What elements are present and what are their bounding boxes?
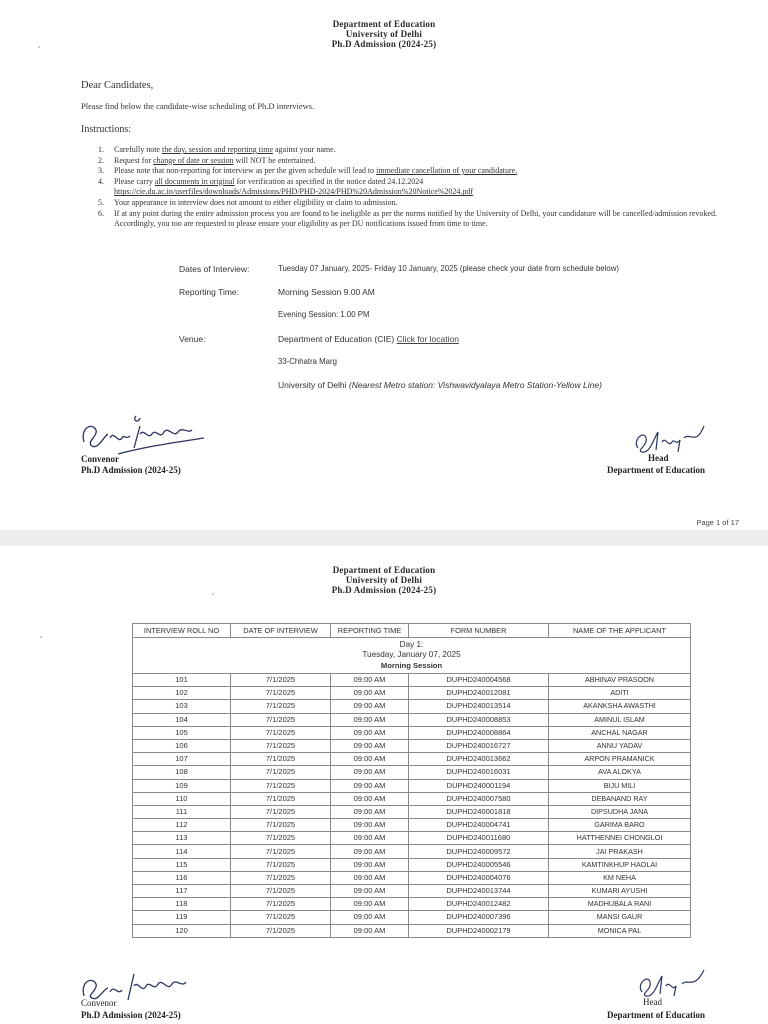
applicant-name-cell: ADITI: [549, 687, 691, 700]
applicant-name-cell: AKANKSHA AWASTHI: [549, 700, 691, 713]
venue-metro-note: (Nearest Metro station: Vishwavidyalaya Metro Station-Yellow Line): [348, 380, 602, 390]
applicant-name-cell: MANSI GAUR: [549, 911, 691, 924]
interview-date-cell: 7/1/2025: [231, 911, 331, 924]
instruction-item: [98, 145, 748, 156]
form-number-cell: DUPHD240001818: [409, 805, 549, 818]
table-row: [133, 674, 691, 687]
form-number-cell: DUPHD240001194: [409, 779, 549, 792]
form-number-cell: DUPHD240008853: [409, 713, 549, 726]
reporting-time-cell: 09:00 AM: [331, 832, 409, 845]
reporting-time-cell: 09:00 AM: [331, 911, 409, 924]
table-row: [133, 766, 691, 779]
notice-link[interactable]: https://cie.du.ac.in/userfiles/downloads/Admissions/PHD/PHD-2024/PHD%20Admission%20Notice%2024.pdf: [114, 187, 474, 197]
instruction-number: 2.: [98, 155, 104, 165]
roll-number-cell: 116: [133, 871, 231, 884]
table-row: [133, 700, 691, 713]
header-university: University of Delhi: [345, 575, 423, 585]
instruction-emphasis: the day, session and reporting time: [161, 145, 273, 154]
instructions-title: Instructions:: [81, 124, 131, 135]
form-number-cell: DUPHD240007396: [409, 911, 549, 924]
applicant-name-cell: AMINUL ISLAM: [549, 713, 691, 726]
interview-date-cell: 7/1/2025: [231, 700, 331, 713]
head-signature: [628, 420, 708, 456]
instruction-text: for verification as specified in the notice dated 24.12.2024: [234, 176, 424, 186]
table-row: [133, 687, 691, 700]
instruction-text: Request for: [114, 155, 154, 165]
table-row: [133, 924, 691, 937]
roll-number-cell: 109: [133, 779, 231, 792]
roll-number-cell: 103: [133, 700, 231, 713]
document-page-2: [0, 546, 768, 1024]
instruction-item: [98, 166, 748, 177]
form-number-cell: DUPHD240016031: [409, 766, 549, 779]
roll-number-cell: 111: [133, 805, 231, 818]
instructions-list: [98, 145, 748, 230]
reporting-label: Reporting Time:: [179, 287, 239, 297]
instruction-text: will NOT be entertained.: [233, 155, 316, 165]
table-row: [133, 792, 691, 805]
applicant-name-cell: ARPON PRAMANICK: [549, 753, 691, 766]
interview-date-cell: 7/1/2025: [231, 871, 331, 884]
reporting-time-cell: 09:00 AM: [331, 924, 409, 937]
roll-number-cell: 113: [133, 832, 231, 845]
head-title: Head: [648, 453, 669, 463]
convenor-org: Ph.D Admission (2024-25): [81, 465, 181, 475]
roll-number-cell: 120: [133, 924, 231, 937]
roll-number-cell: 104: [133, 713, 231, 726]
column-header: NAME OF THE APPLICANT: [549, 624, 691, 638]
interview-date-cell: 7/1/2025: [231, 687, 331, 700]
head-signature: [632, 966, 708, 998]
reporting-time-cell: 09:00 AM: [331, 858, 409, 871]
interview-date-cell: 7/1/2025: [231, 766, 331, 779]
scan-speck: [40, 636, 42, 638]
interview-date-cell: 7/1/2025: [231, 726, 331, 739]
reporting-time-cell: 09:00 AM: [331, 700, 409, 713]
scan-speck: [38, 46, 40, 48]
table-row: [133, 871, 691, 884]
salutation: Dear Candidates,: [81, 80, 154, 91]
instruction-text: If at any point during the entire admission process you are found to be ineligible as per the norms notified by the University of Delhi, your candidature will be cancelled/admission revoked. Accordingly, you too are requested to please ensure your eligibility as per DU notifications issued from time to time.: [114, 208, 717, 229]
roll-number-cell: 107: [133, 753, 231, 766]
instruction-item: [98, 209, 748, 230]
roll-number-cell: 115: [133, 858, 231, 871]
form-number-cell: DUPHD240008864: [409, 726, 549, 739]
header-admission: Ph.D Admission (2024-25): [331, 39, 437, 49]
instruction-text: against your name.: [273, 145, 336, 154]
roll-number-cell: 117: [133, 885, 231, 898]
roll-number-cell: 114: [133, 845, 231, 858]
instruction-emphasis: immediate cancellation of your candidature.: [376, 166, 518, 176]
instruction-item: [98, 177, 748, 188]
header-department: Department of Education: [332, 565, 436, 575]
evening-session: Evening Session: 1.00 PM: [278, 310, 370, 319]
reporting-time-cell: 09:00 AM: [331, 713, 409, 726]
form-number-cell: DUPHD240012482: [409, 898, 549, 911]
instruction-number: 6.: [98, 208, 104, 218]
column-header: FORM NUMBER: [409, 624, 549, 638]
form-number-cell: DUPHD240013662: [409, 753, 549, 766]
table-row: [133, 832, 691, 845]
applicant-name-cell: AVA ALOKYA: [549, 766, 691, 779]
venue-line-2: 33-Chhatra Marg: [278, 357, 337, 366]
interview-date-cell: 7/1/2025: [231, 805, 331, 818]
instruction-emphasis: all documents in original: [154, 176, 235, 186]
applicant-name-cell: JAI PRAKASH: [549, 845, 691, 858]
reporting-time-cell: 09:00 AM: [331, 792, 409, 805]
applicant-name-cell: KAMTINKHUP HAOLAI: [549, 858, 691, 871]
reporting-time-cell: 09:00 AM: [331, 871, 409, 884]
applicant-name-cell: MONICA PAL: [549, 924, 691, 937]
table-row: [133, 739, 691, 752]
interview-date-cell: 7/1/2025: [231, 885, 331, 898]
morning-session: Morning Session 9.00 AM: [278, 287, 375, 297]
applicant-name-cell: DIPSUDHA JANA: [549, 805, 691, 818]
convenor-title: Convenor: [81, 998, 117, 1008]
interview-date-cell: 7/1/2025: [231, 898, 331, 911]
instruction-emphasis: change of date or session: [153, 155, 234, 165]
reporting-time-cell: 09:00 AM: [331, 805, 409, 818]
dates-label: Dates of Interview:: [179, 264, 250, 274]
table-row: [133, 911, 691, 924]
form-number-cell: DUPHD240009572: [409, 845, 549, 858]
table-row: [133, 726, 691, 739]
dates-value: Tuesday 07 January, 2025- Friday 10 January, 2025 (please check your date from schedule below): [278, 264, 619, 273]
interview-date-cell: 7/1/2025: [231, 674, 331, 687]
form-number-cell: DUPHD240012081: [409, 687, 549, 700]
table-row: [133, 819, 691, 832]
roll-number-cell: 110: [133, 792, 231, 805]
table-row: [133, 779, 691, 792]
day-label: Day 1:: [399, 639, 424, 649]
reporting-time-cell: 09:00 AM: [331, 766, 409, 779]
instruction-text: Please note that non-reporting for interview as per the given schedule will lead to: [114, 166, 377, 176]
interview-date-cell: 7/1/2025: [231, 779, 331, 792]
form-number-cell: DUPHD240011680: [409, 832, 549, 845]
reporting-time-cell: 09:00 AM: [331, 726, 409, 739]
form-number-cell: DUPHD240013744: [409, 885, 549, 898]
applicant-name-cell: KM NEHA: [549, 871, 691, 884]
reporting-time-cell: 09:00 AM: [331, 739, 409, 752]
table-row: [133, 898, 691, 911]
reporting-time-cell: 09:00 AM: [331, 898, 409, 911]
roll-number-cell: 119: [133, 911, 231, 924]
venue-university: University of Delhi: [278, 380, 349, 390]
schedule-table: [132, 623, 690, 938]
roll-number-cell: 108: [133, 766, 231, 779]
venue-name: Department of Education (CIE): [278, 334, 397, 344]
applicant-name-cell: DEBANAND RAY: [549, 792, 691, 805]
table-row: [133, 885, 691, 898]
reporting-time-cell: 09:00 AM: [331, 845, 409, 858]
page-number: Page 1 of 17: [696, 518, 739, 527]
reporting-time-cell: 09:00 AM: [331, 885, 409, 898]
instruction-item: [98, 156, 748, 167]
day-date: Tuesday, January 07, 2025: [362, 650, 461, 660]
form-number-cell: DUPHD240004076: [409, 871, 549, 884]
interview-date-cell: 7/1/2025: [231, 753, 331, 766]
interview-date-cell: 7/1/2025: [231, 845, 331, 858]
instruction-text: Please carry: [114, 176, 155, 186]
form-number-cell: DUPHD240002179: [409, 924, 549, 937]
applicant-name-cell: ANNU YADAV: [549, 739, 691, 752]
column-header: DATE OF INTERVIEW: [231, 624, 331, 638]
roll-number-cell: 106: [133, 739, 231, 752]
interview-date-cell: 7/1/2025: [231, 924, 331, 937]
interview-date-cell: 7/1/2025: [231, 739, 331, 752]
interview-date-cell: 7/1/2025: [231, 832, 331, 845]
header-department: Department of Education: [332, 19, 436, 29]
reporting-time-cell: 09:00 AM: [331, 753, 409, 766]
applicant-name-cell: KUMARI AYUSHI: [549, 885, 691, 898]
location-link[interactable]: Click for location: [396, 334, 459, 344]
applicant-name-cell: ANCHAL NAGAR: [549, 726, 691, 739]
table-row: [133, 713, 691, 726]
instruction-number: 3.: [98, 166, 104, 176]
interview-date-cell: 7/1/2025: [231, 858, 331, 871]
instruction-number: 1.: [98, 145, 104, 154]
instruction-number: 4.: [98, 176, 104, 186]
roll-number-cell: 112: [133, 819, 231, 832]
form-number-cell: DUPHD240005546: [409, 858, 549, 871]
form-number-cell: DUPHD240004568: [409, 674, 549, 687]
instruction-item: [98, 187, 748, 198]
column-header: REPORTING TIME: [331, 624, 409, 638]
table-header-row: [133, 624, 691, 638]
reporting-time-cell: 09:00 AM: [331, 674, 409, 687]
convenor-org: Ph.D Admission (2024-25): [81, 1010, 181, 1020]
interview-date-cell: 7/1/2025: [231, 819, 331, 832]
roll-number-cell: 101: [133, 674, 231, 687]
roll-number-cell: 105: [133, 726, 231, 739]
roll-number-cell: 102: [133, 687, 231, 700]
form-number-cell: DUPHD240016727: [409, 739, 549, 752]
intro-text: Please find below the candidate-wise scheduling of Ph.D interviews.: [81, 101, 315, 111]
applicant-name-cell: MADHUBALA RANI: [549, 898, 691, 911]
page-header: [0, 19, 768, 49]
instruction-text: Carefully note: [114, 145, 162, 154]
instruction-item: [98, 198, 748, 209]
instruction-text: Your appearance in interview does not amount to either eligibility or claim to admission.: [114, 197, 398, 207]
reporting-time-cell: 09:00 AM: [331, 687, 409, 700]
applicant-name-cell: ABHINAV PRASOON: [549, 674, 691, 687]
venue-line-3: [278, 380, 602, 390]
venue-label: Venue:: [179, 334, 206, 344]
table-row: [133, 858, 691, 871]
column-header: INTERVIEW ROLL NO: [133, 624, 231, 638]
head-title: Head: [643, 997, 662, 1007]
table-row: [133, 805, 691, 818]
applicant-name-cell: BIJU MILI: [549, 779, 691, 792]
reporting-time-cell: 09:00 AM: [331, 819, 409, 832]
form-number-cell: DUPHD240007580: [409, 792, 549, 805]
page-header: [0, 565, 768, 595]
interview-date-cell: 7/1/2025: [231, 713, 331, 726]
form-number-cell: DUPHD240004741: [409, 819, 549, 832]
convenor-signature: [78, 410, 208, 456]
head-org: Department of Education: [607, 465, 705, 475]
session-label: Morning Session: [380, 660, 443, 670]
convenor-title: Convenor: [81, 454, 119, 464]
roll-number-cell: 118: [133, 898, 231, 911]
form-number-cell: DUPHD240013514: [409, 700, 549, 713]
interview-date-cell: 7/1/2025: [231, 792, 331, 805]
header-university: University of Delhi: [345, 29, 423, 39]
reporting-time-cell: 09:00 AM: [331, 779, 409, 792]
instruction-number: 5.: [98, 197, 104, 207]
table-row: [133, 753, 691, 766]
table-row: [133, 845, 691, 858]
scan-speck: [212, 593, 214, 595]
day-header-row: [133, 638, 691, 674]
venue-line-1: [278, 334, 459, 344]
head-org: Department of Education: [607, 1010, 705, 1020]
applicant-name-cell: HATTHENNEI CHONGLOI: [549, 832, 691, 845]
header-admission: Ph.D Admission (2024-25): [331, 585, 437, 595]
applicant-name-cell: GARIMA BARO: [549, 819, 691, 832]
